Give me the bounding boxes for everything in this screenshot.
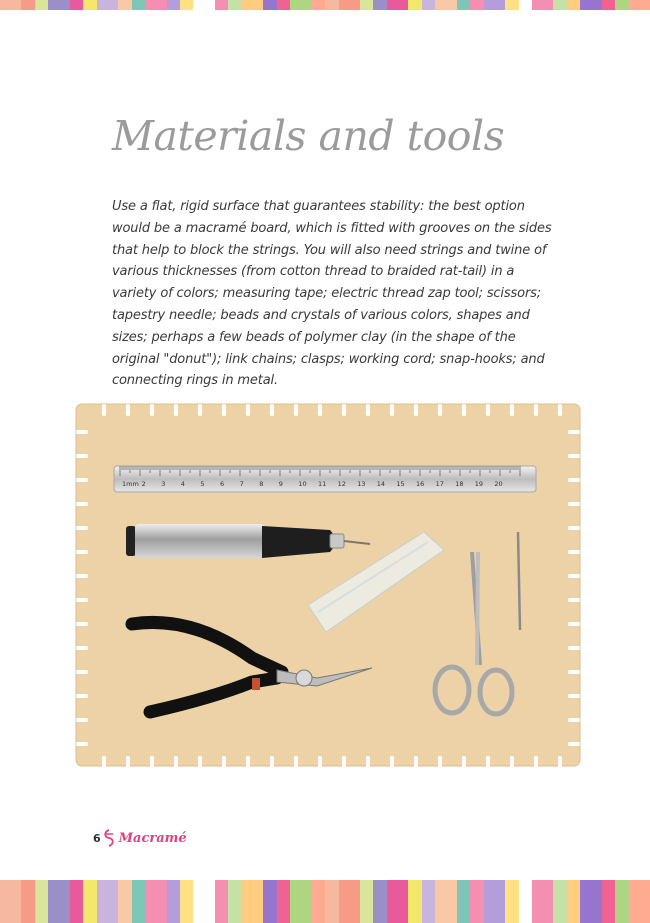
board-groove: [534, 756, 538, 768]
board-groove: [414, 404, 418, 416]
color-stripe: [567, 0, 580, 10]
board-groove: [558, 404, 562, 416]
color-stripe: [484, 0, 505, 10]
color-stripe: [360, 0, 373, 10]
board-groove: [150, 404, 154, 416]
ruler-label: 18: [455, 480, 464, 488]
board-groove: [486, 404, 490, 416]
color-stripe: [615, 0, 628, 10]
board-groove: [198, 756, 202, 768]
page-title: Materials and tools: [112, 112, 505, 160]
bottom-color-stripes: [0, 880, 650, 923]
ruler-label: 12: [337, 480, 346, 488]
color-stripe: [580, 880, 601, 923]
color-stripe: [242, 880, 263, 923]
board-groove: [126, 756, 130, 768]
color-stripe: [567, 880, 580, 923]
color-stripe: [263, 880, 276, 923]
metal-ruler: [114, 466, 536, 492]
color-stripe: [70, 0, 83, 10]
color-stripe: [602, 880, 615, 923]
color-stripe: [484, 880, 505, 923]
board-groove: [270, 756, 274, 768]
color-stripe: [193, 880, 214, 923]
color-stripe: [360, 880, 373, 923]
board-groove: [76, 598, 88, 602]
color-stripe: [180, 880, 193, 923]
color-stripe: [505, 880, 518, 923]
board-groove: [76, 574, 88, 578]
ruler-label: 13: [357, 480, 366, 488]
color-stripe: [70, 880, 83, 923]
ruler-label: 4: [180, 480, 185, 488]
color-stripe: [21, 0, 34, 10]
board-groove: [126, 404, 130, 416]
board-groove: [174, 404, 178, 416]
board-groove: [198, 404, 202, 416]
color-stripe: [263, 0, 276, 10]
color-stripe: [132, 0, 145, 10]
ruler-label: 16: [416, 480, 425, 488]
color-stripe: [519, 880, 532, 923]
color-stripe: [580, 0, 601, 10]
board-groove: [318, 756, 322, 768]
board-groove: [414, 756, 418, 768]
color-stripe: [325, 0, 338, 10]
ruler-label: 5: [200, 480, 205, 488]
color-stripe: [312, 0, 325, 10]
board-groove: [390, 404, 394, 416]
board-groove: [568, 694, 580, 698]
board-groove: [390, 756, 394, 768]
page-number: 6: [93, 831, 101, 845]
board-groove: [174, 756, 178, 768]
board-groove: [76, 526, 88, 530]
color-stripe: [145, 0, 166, 10]
color-stripe: [373, 880, 386, 923]
board-groove: [246, 756, 250, 768]
board-groove: [76, 478, 88, 482]
board-groove: [366, 756, 370, 768]
ruler-label: 2: [141, 480, 146, 488]
color-stripe: [422, 0, 435, 10]
board-groove: [76, 670, 88, 674]
board-groove: [534, 404, 538, 416]
color-stripe: [339, 0, 360, 10]
board-groove: [462, 756, 466, 768]
color-stripe: [0, 880, 21, 923]
ruler-label: 14: [376, 480, 386, 488]
board-groove: [222, 404, 226, 416]
board-groove: [568, 430, 580, 434]
book-title: Macramé: [118, 830, 187, 846]
board-groove: [76, 646, 88, 650]
board-groove: [76, 742, 88, 746]
color-stripe: [470, 0, 483, 10]
color-stripe: [457, 0, 470, 10]
board-groove: [102, 756, 106, 768]
board-groove: [318, 404, 322, 416]
color-stripe: [277, 880, 290, 923]
color-stripe: [83, 0, 96, 10]
color-stripe: [387, 880, 408, 923]
color-stripe: [312, 880, 325, 923]
color-stripe: [290, 0, 311, 10]
board-groove: [76, 622, 88, 626]
board-groove: [366, 404, 370, 416]
board-groove: [510, 404, 514, 416]
board-groove: [222, 756, 226, 768]
color-stripe: [470, 880, 483, 923]
color-stripe: [0, 0, 21, 10]
color-stripe: [602, 0, 615, 10]
board-groove: [76, 694, 88, 698]
board-groove: [76, 550, 88, 554]
color-stripe: [435, 0, 456, 10]
board-groove: [568, 622, 580, 626]
color-stripe: [215, 880, 228, 923]
board-groove: [462, 404, 466, 416]
board-groove: [510, 756, 514, 768]
board-groove: [294, 404, 298, 416]
color-stripe: [242, 0, 263, 10]
ruler-label: 7: [239, 480, 244, 488]
color-stripe: [228, 880, 241, 923]
intro-paragraph: Use a flat, rigid surface that guarantees stability: the best option would be a macramé board, which is fitted with grooves on the sides that help to block the strings. You will also need strings and twine of various thicknesses (from cotton thread to braided rat-tail) in a variety of colors; measuring tape; electric thread zap tool; scissors; tapestry needle; beads and crystals of various colors, shapes and sizes; perhaps a few beads of polymer clay (in the shape of the original "donut"); link chains; clasps; working cord; snap-hooks; and connecting rings in metal.: [112, 199, 552, 389]
board-groove: [568, 718, 580, 722]
color-stripe: [35, 0, 48, 10]
board-groove: [568, 454, 580, 458]
board-groove: [150, 756, 154, 768]
board-groove: [246, 404, 250, 416]
board-groove: [76, 718, 88, 722]
color-stripe: [277, 0, 290, 10]
board-groove: [102, 404, 106, 416]
board-groove: [342, 756, 346, 768]
page-footer: [93, 828, 187, 848]
board-groove: [558, 756, 562, 768]
ruler-label: 11: [318, 480, 327, 488]
board-groove: [568, 646, 580, 650]
board-groove: [438, 404, 442, 416]
ruler-label: 15: [396, 480, 405, 488]
color-stripe: [97, 880, 118, 923]
color-stripe: [629, 880, 650, 923]
ruler-label: 19: [474, 480, 484, 488]
board-groove: [76, 502, 88, 506]
color-stripe: [21, 880, 34, 923]
ruler-label: 3: [161, 480, 166, 488]
ruler-label: 10: [298, 480, 307, 488]
color-stripe: [629, 0, 650, 10]
color-stripe: [532, 0, 553, 10]
top-color-stripes: [0, 0, 650, 10]
color-stripe: [48, 0, 69, 10]
color-stripe: [408, 880, 421, 923]
color-stripe: [48, 880, 69, 923]
color-stripe: [215, 0, 228, 10]
color-stripe: [118, 880, 131, 923]
color-stripe: [325, 880, 338, 923]
board-groove: [568, 670, 580, 674]
color-stripe: [145, 880, 166, 923]
ruler-label: 9: [278, 480, 283, 488]
board-groove: [342, 404, 346, 416]
color-stripe: [83, 880, 96, 923]
board-groove: [568, 574, 580, 578]
color-stripe: [553, 0, 566, 10]
color-stripe: [97, 0, 118, 10]
color-stripe: [615, 880, 628, 923]
color-stripe: [519, 0, 532, 10]
board-groove: [568, 550, 580, 554]
color-stripe: [167, 880, 180, 923]
color-stripe: [228, 0, 241, 10]
color-stripe: [373, 0, 386, 10]
color-stripe: [193, 0, 214, 10]
board-groove: [568, 598, 580, 602]
ruler-label: 8: [259, 480, 264, 488]
board-groove: [76, 430, 88, 434]
color-stripe: [457, 880, 470, 923]
knot-ornament-icon: [102, 828, 116, 848]
color-stripe: [435, 880, 456, 923]
color-stripe: [505, 0, 518, 10]
color-stripe: [532, 880, 553, 923]
board-groove: [294, 756, 298, 768]
board-groove: [568, 478, 580, 482]
color-stripe: [35, 880, 48, 923]
color-stripe: [339, 880, 360, 923]
board-groove: [568, 526, 580, 530]
ruler-label: 17: [435, 480, 444, 488]
board-groove: [486, 756, 490, 768]
color-stripe: [553, 880, 566, 923]
board-groove: [568, 502, 580, 506]
color-stripe: [387, 0, 408, 10]
color-stripe: [290, 880, 311, 923]
color-stripe: [180, 0, 193, 10]
board-groove: [568, 742, 580, 746]
ruler-label: 6: [220, 480, 225, 488]
color-stripe: [422, 880, 435, 923]
ruler-label: 1mm: [122, 480, 139, 488]
color-stripe: [132, 880, 145, 923]
tools-photo: [72, 400, 584, 772]
board-groove: [438, 756, 442, 768]
board-groove: [76, 454, 88, 458]
ruler-label: 20: [494, 480, 503, 488]
color-stripe: [167, 0, 180, 10]
color-stripe: [118, 0, 131, 10]
color-stripe: [408, 0, 421, 10]
board-groove: [270, 404, 274, 416]
